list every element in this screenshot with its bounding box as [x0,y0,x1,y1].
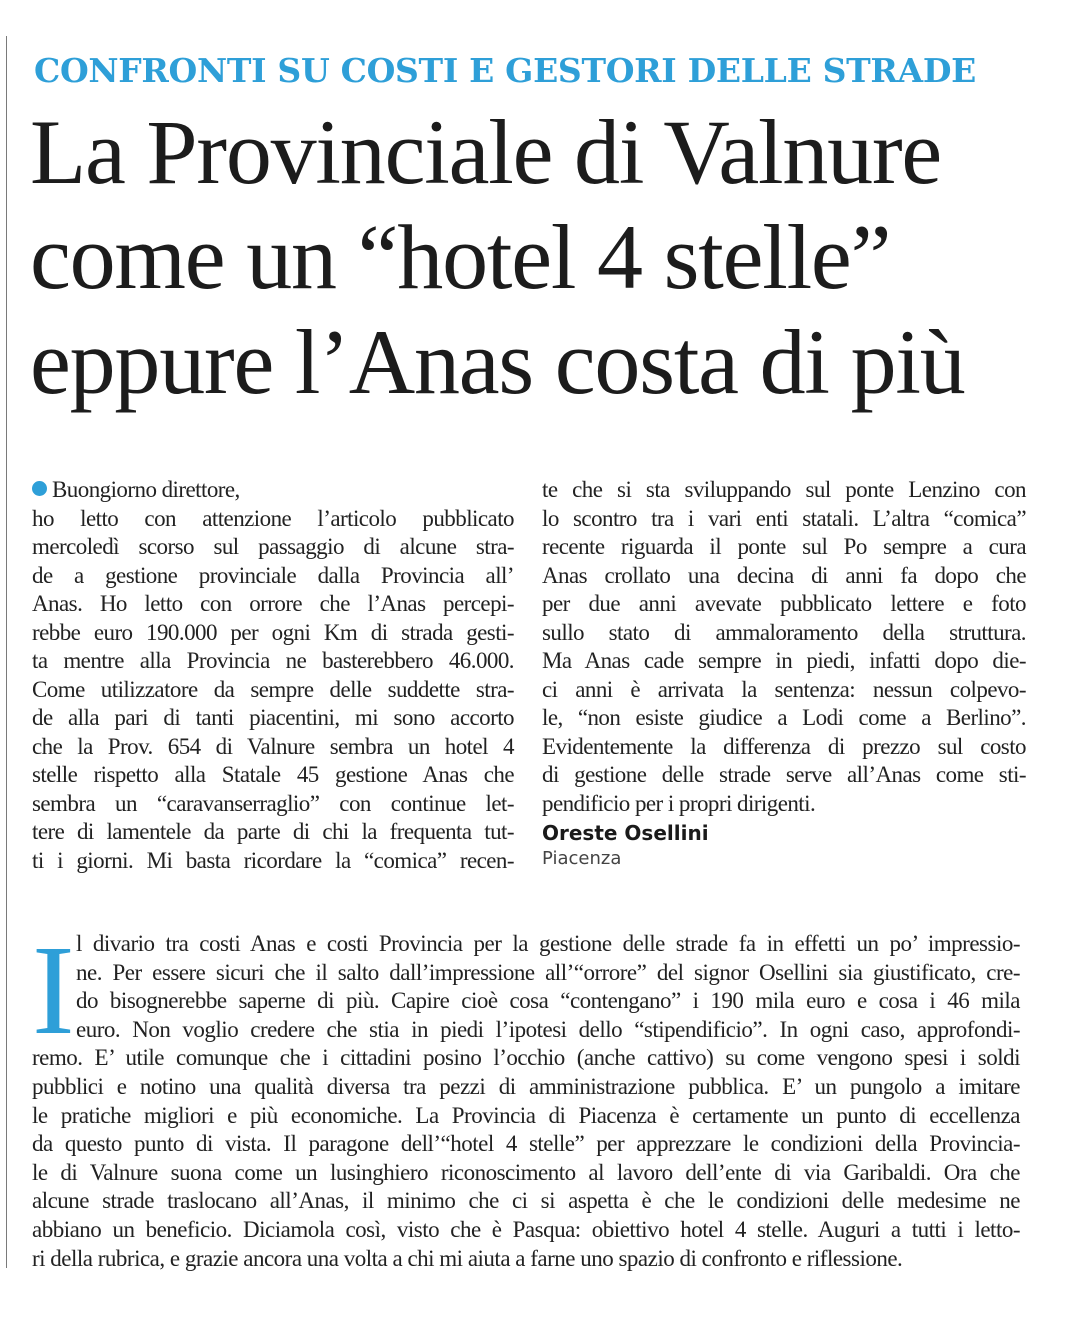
bullet-icon [32,481,47,496]
letter-line [32,476,514,505]
author-name: Oreste Osellini [542,821,709,845]
headline [30,100,1040,415]
letter-line: Anas. Ho letto con orrore che l’Anas percepi- [32,591,514,616]
letter-line: tere di lamentele da parte di chi la frequenta tut- [32,819,514,844]
reply-line: ne. Per essere sicuri che il salto dall’impressione all’“orrore” del signor Osellini sia giustificato, cre- [76,959,1020,985]
reply-line: le di Valnure suona come un lusinghiero riconoscimento al lavoro dell’ente di via Garibaldi. Ora che [32,1159,1020,1185]
letter-column-left [32,476,514,875]
letter-line: stelle rispetto alla Statale 45 gestione Anas che [32,762,514,787]
headline-line: eppure l’Anas costa di più [30,311,965,413]
letter-line: recente riguarda il ponte sul Po sempre a cura [542,534,1026,559]
reply-line: euro. Non voglio credere che stia in piedi l’ipotesi dello “stipendificio”. In ogni caso, approfondi- [76,1016,1020,1042]
headline-line: La Provinciale di Valnure [30,101,942,203]
reply-line: remo. E’ utile comunque che i cittadini posino l’occhio (anche cattivo) su come vengono spesi i soldi [32,1045,1020,1071]
letter-line: sullo stato di ammaloramento della struttura. [542,619,1026,645]
author-city: Piacenza [542,848,622,869]
letter-line: Anas crollato una decina di anni fa dopo che [542,562,1026,588]
letter-line: ci anni è arrivata la sentenza: nessun colpevo- [542,676,1026,702]
reply-line: ri della rubrica, e grazie ancora una volta a chi mi aiuta a farne uno spazio di confronto e riflessione. [32,1245,903,1271]
reply-line: do bisognerebbe saperne di più. Capire cioè cosa “contengano” i 190 mila euro e cosa i 46 mila [76,988,1020,1014]
letter-line: Ma Anas cade sempre in piedi, infatti dopo die- [542,648,1026,673]
letter-line: che la Prov. 654 di Valnure sembra un hotel 4 [32,733,514,759]
letter-line: per due anni avevate pubblicato lettere e foto [542,591,1026,616]
reply-line: le pratiche migliori e più economiche. La Provincia di Piacenza è certamente un punto di eccellenza [32,1102,1020,1128]
reply-line: da questo punto di vista. Il paragone dell’“hotel 4 stelle” per apprezzare le condizioni della Provincia- [32,1131,1020,1157]
letter-line: te che si sta sviluppando sul ponte Lenzino con [542,477,1026,502]
letter-line: sembra un “caravanserraglio” con continue let- [32,790,514,816]
reply-line: abbiano un beneficio. Diciamola così, visto che è Pasqua: obiettivo hotel 4 stelle. Auguri a tutti i letto- [32,1216,1020,1242]
column-rule [6,36,7,1268]
kicker: CONFRONTI SU COSTI E GESTORI DELLE STRADE [34,51,977,90]
letter-line: di gestione delle strade serve all’Anas come sti- [542,762,1026,787]
editor-reply [32,919,1020,1273]
letter-line: rebbe euro 190.000 per ogni Km di strada gesti- [32,619,514,645]
letter-line: ta mentre alla Provincia ne basterebbero 46.000. [32,648,514,673]
letter-body-left [32,476,514,875]
letter-line: ho letto con attenzione l’articolo pubblicato [32,505,514,531]
letter-line: Evidentemente la differenza di prezzo sul costo [542,733,1026,759]
letter-line: de a gestione provinciale dalla Provincia all’ [32,562,514,588]
letter-column-right [542,476,1026,871]
letter-line: le, “non esiste giudice a Lodi come a Berlino”. [542,705,1026,730]
letter-line: ti i giorni. Mi basta ricordare la “comica” recen- [32,847,514,873]
letter-body-right [542,476,1026,818]
letter-line: pendificio per i propri dirigenti. [542,790,816,816]
reply-line: l divario tra costi Anas e costi Provincia per la gestione delle strade fa in effetti un po’ impressio- [76,931,1020,956]
letter-line: Come utilizzatore da sempre delle suddette stra- [32,676,514,702]
headline-line: come un “hotel 4 stelle” [30,206,891,308]
drop-cap: I [32,919,75,1061]
reply-line: alcune strade traslocano all’Anas, il minimo che ci si aspetta è che le condizioni delle medesime ne [32,1188,1020,1214]
reply-line: pubblici e notino una qualità diversa tra pezzi di amministrazione pubblica. E’ un pungolo a imitare [32,1073,1020,1099]
letter-line: lo scontro tra i vari enti statali. L’altra “comica” [542,505,1026,531]
letter-greeting: Buongiorno direttore, [52,477,240,502]
letter-line: de alla pari di tanti piacentini, mi sono accorto [32,705,514,730]
letter-line: mercoledì scorso sul passaggio di alcune stra- [32,534,514,559]
